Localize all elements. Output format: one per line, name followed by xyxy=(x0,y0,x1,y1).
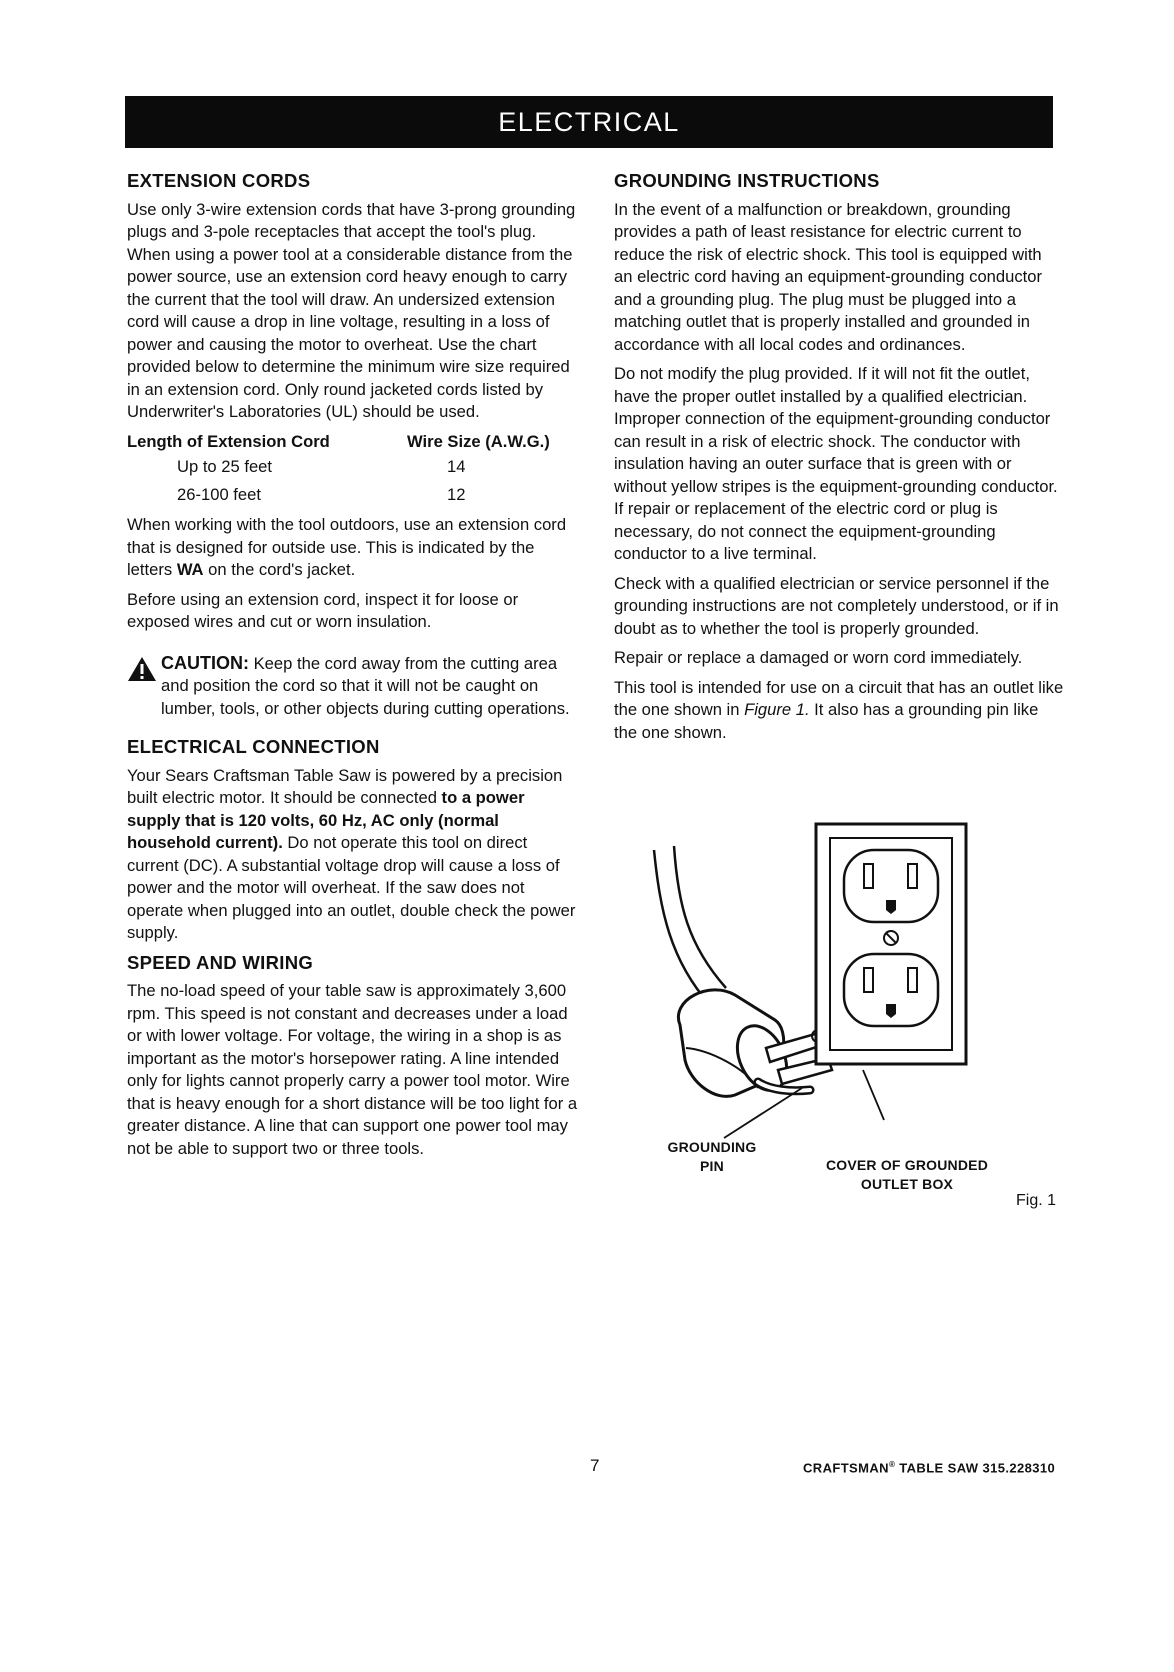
electrical-connection-heading: ELECTRICAL CONNECTION xyxy=(127,736,380,757)
plug-and-outlet-illustration xyxy=(640,820,1070,1140)
grounding-heading: GROUNDING INSTRUCTIONS xyxy=(614,170,880,191)
figure-caption: Fig. 1 xyxy=(1016,1192,1057,1209)
caution-note xyxy=(127,652,579,721)
grounding-pin-label: GROUNDING PIN xyxy=(667,1139,757,1174)
speed-wiring-paragraph: The no-load speed of your table saw is approximately 3,600 rpm. This speed is not constant and decreases under a load or with lower voltage. For voltage, the wiring in a shop is as important as the motor's horsepower rating. A line intended only for lights cannot properly carry a power tool motor. Wire that is heavy enough for a short distance will be too light for a greater distance. A line that can support one power tool may not be able to support two or three tools. xyxy=(127,981,578,1158)
wire-size-table-header xyxy=(127,431,579,454)
caution-text: Keep the cord away from the cutting area and position the cord so that it will not be caught on lumber, tools, or other objects during cutting operations. xyxy=(161,653,570,718)
right-column xyxy=(614,170,1064,751)
table-cell-size: 14 xyxy=(447,457,466,476)
warning-triangle-icon xyxy=(127,652,161,721)
plug-icon xyxy=(678,990,832,1098)
electrical-connection-paragraph: Your Sears Craftsman Table Saw is powered by a precision built electric motor. It should be connected to a power supply that is 120 volts, 60 Hz, AC only (normal household current). Do not operate this tool on direct current (DC). A substantial voltage drop will cause a loss of power and the motor will overheat. If the saw does not operate when plugged into an outlet, double check the power supply. xyxy=(127,765,576,942)
page-number: 7 xyxy=(590,1456,600,1475)
speed-wiring-heading: SPEED AND WIRING xyxy=(127,951,314,973)
outlet-icon xyxy=(816,824,966,1064)
inspect-cord-paragraph: Before using an extension cord, inspect it for loose or exposed wires and cut or worn insulation. xyxy=(127,589,519,631)
brand-mark: ® xyxy=(888,1460,896,1469)
power-supply-requirement: to a power supply that is 120 volts, 60 Hz, AC only (normal household current). xyxy=(127,788,525,852)
table-row xyxy=(127,453,579,481)
section-banner xyxy=(125,96,1053,148)
left-column xyxy=(127,170,579,1167)
table-cell-length: Up to 25 feet xyxy=(177,457,273,476)
grounding-paragraph-2: Do not modify the plug provided. If it will not fit the outlet, have the proper outlet installed by a qualified electrician. Improper connection of the equipment-grounding conductor can result in a risk of electric shock. The conductor with insulation having an outer surface that is green with or without yellow stripes is the equipment-grounding conductor. If repair or replacement of the electric cord or plug is necessary, do not connect the equipment-grounding conductor to a live terminal. xyxy=(614,364,1058,563)
model-number: TABLE SAW 315.228310 xyxy=(895,1460,1056,1476)
figure-1 xyxy=(640,820,1070,1220)
grounding-paragraph-3: Check with a qualified electrician or service personnel if the grounding instructions are not completely understood, or if in doubt as to whether the tool is properly grounded. xyxy=(614,573,1059,638)
outdoor-use-paragraph: When working with the tool outdoors, use an extension cord that is designed for outside use. This is indicated by the letters WA on the cord's jacket. xyxy=(127,515,567,579)
grounding-paragraph-1: In the event of a malfunction or breakdown, grounding provides a path of least resistance for electric current to reduce the risk of electric shock. This tool is equipped with an electric cord having an equipment-grounding conductor and a grounding plug. The plug must be plugged into a matching outlet that is properly installed and grounded in accordance with all local codes and ordinances. xyxy=(614,199,1043,354)
outlet-box-label: COVER OF GROUNDED OUTLET BOX xyxy=(825,1157,989,1192)
table-header-wire-size: Wire Size (A.W.G.) xyxy=(407,431,550,451)
figure-reference: Figure 1. xyxy=(744,700,810,719)
footer-model xyxy=(803,1460,1055,1475)
extension-cords-paragraph: Use only 3-wire extension cords that have 3-prong grounding plugs and 3-pole receptacles that accept the tool's plug. When using a power tool at a considerable distance from the power source, use an extension cord heavy enough to carry the current that the tool will draw. An undersized extension cord will cause a drop in line voltage, resulting in a loss of power and causing the motor to overheat. Use the chart provided below to determine the minimum wire size required in an extension cord. Only round jacketed cords listed by Underwriter's Laboratories (UL) should be used. xyxy=(127,199,576,421)
wa-marking: WA xyxy=(176,560,204,579)
grounding-paragraph-4: Repair or replace a damaged or worn cord immediately. xyxy=(614,648,1023,667)
wire-size-table xyxy=(127,431,579,510)
grounding-paragraph-5: This tool is intended for use on a circuit that has an outlet like the one shown in Figure 1. It also has a grounding pin like the one shown. xyxy=(614,677,1064,742)
caution-label: CAUTION: xyxy=(161,652,249,673)
extension-cords-heading: EXTENSION CORDS xyxy=(127,170,311,191)
page-title: ELECTRICAL xyxy=(498,106,680,137)
table-cell-size: 12 xyxy=(447,485,466,504)
table-cell-length: 26-100 feet xyxy=(177,485,261,504)
table-row xyxy=(127,481,579,509)
brand-name: CRAFTSMAN xyxy=(803,1460,889,1476)
table-header-length: Length of Extension Cord xyxy=(127,431,330,451)
